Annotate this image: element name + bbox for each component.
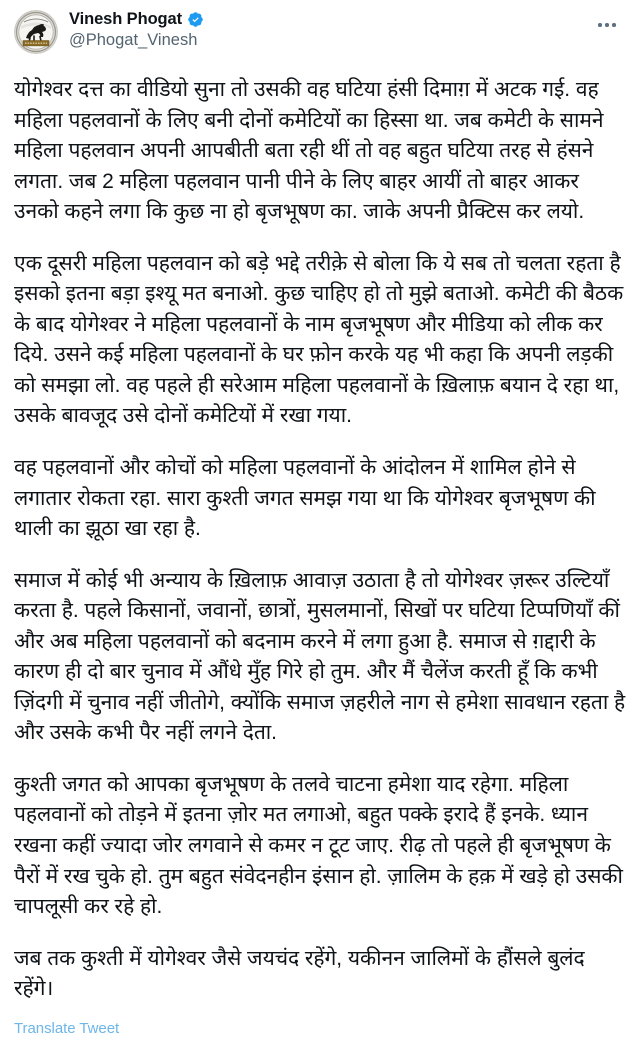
- author-name-row[interactable]: [69, 11, 204, 28]
- tweet-header: [14, 10, 626, 62]
- tweet-text: [14, 75, 631, 1042]
- translate-tweet-link[interactable]: Translate Tweet: [14, 1019, 120, 1037]
- wrestling-crest-avatar-icon: [14, 10, 58, 54]
- tweet-paragraph: योगेश्वर दत्त का वीडियो सुना तो उसकी वह घटिया हंसी दिमाग़ में अटक गई. वह महिला पहलवानों के लिए बनी दोनों कमेटियों का हिस्सा था. जब कमेटी के सामने महिला पहलवान अपनी आपबीती बता रही थीं तो वह बहुत घटिया तरह से हंसने लगता. जब 2 महिला पहलवान पानी पीने के लिए बाहर आयीं तो बाहर आकर उनको कहने लगा कि कुछ ना हो बृजभूषण का. जाके अपनी प्रैक्टिस कर लयो.: [14, 78, 610, 224]
- tweet-paragraph: समाज में कोई भी अन्याय के ख़िलाफ़ आवाज़ उठाता है तो योगेश्वर ज़रूर उल्टियाँ करता है. पहले किसानों, जवानों, छात्रों, मुसलमानों, सिखों पर घटिया टिप्पणियाँ कीं और अब महिला पहलवानों को बदनाम करने में लगा हुआ है. समाज से ग़द्दारी के कारण ही दो बार चुनाव में औंधे मुँह गिरे हो तुम. और मैं चैलेंज करती हूँ कि कभी ज़िंदगी में चुनाव नहीं जीतोगे, क्योंकि समाज ज़हरीले नाग से हमेशा सावधान रहता है और उसके कभी पैर नहीं लगने देता.: [14, 568, 631, 745]
- verified-badge-icon: [187, 11, 204, 28]
- more-options-button[interactable]: [590, 14, 624, 36]
- display-name: Vinesh Phogat: [69, 10, 182, 28]
- author-handle[interactable]: @Phogat_Vinesh: [69, 31, 198, 50]
- tweet-paragraph: कुश्ती जगत को आपका बृजभूषण के तलवे चाटना हमेशा याद रहेगा. महिला पहलवानों को तोड़ने में इतना ज़ोर मत लगाओ, बहुत पक्के इरादे हैं इनके. ध्यान रखना कहीं ज्यादा जोर लगवाने से कमर न टूट जाए. रीढ़ तो पहले ही बृजभूषण के पैरों में रख चुके हो. तुम बहुत संवेदनहीन इंसान हो. ज़ालिम के हक़ में खड़े हो उसकी चापलूसी कर रहे हो.: [14, 772, 629, 919]
- more-dot: [612, 23, 616, 27]
- author-identity: [69, 10, 204, 51]
- avatar[interactable]: [14, 10, 58, 54]
- tweet-paragraph: वह पहलवानों और कोचों को महिला पहलवानों के आंदोलन में शामिल होने से लगातार रोकता रहा. सारा कुश्ती जगत समझ गया था कि योगेश्वर बृजभूषण की थाली का झूठा खा रहा है.: [14, 456, 602, 541]
- more-dot: [598, 23, 602, 27]
- more-dot: [605, 23, 609, 27]
- tweet-paragraph: एक दूसरी महिला पहलवान को बड़े भद्दे तरीक़े से बोला कि ये सब तो चलता रहता है इसको इतना बड़ा इश्यू मत बनाओ. कुछ चाहिए हो तो मुझे बताओ. कमेटी की बैठक के बाद योगेश्वर ने महिला पहलवानों के नाम बृजभूषण और मीडिया को लीक कर दिये. उसने कई महिला पहलवानों के घर फ़ोन करके यह भी कहा कि अपनी लड़की को समझा लो. वह पहले ही सरेआम महिला पहलवानों के ख़िलाफ़ बयान दे रहा था, उसके बावजूद उसे दोनों कमेटियों में रखा गया.: [14, 251, 629, 428]
- tweet-paragraph: जब तक कुश्ती में योगेश्वर जैसे जयचंद रहेंगे, यकीनन जालिमों के हौंसले बुलंद रहेंगे।: [14, 946, 591, 1001]
